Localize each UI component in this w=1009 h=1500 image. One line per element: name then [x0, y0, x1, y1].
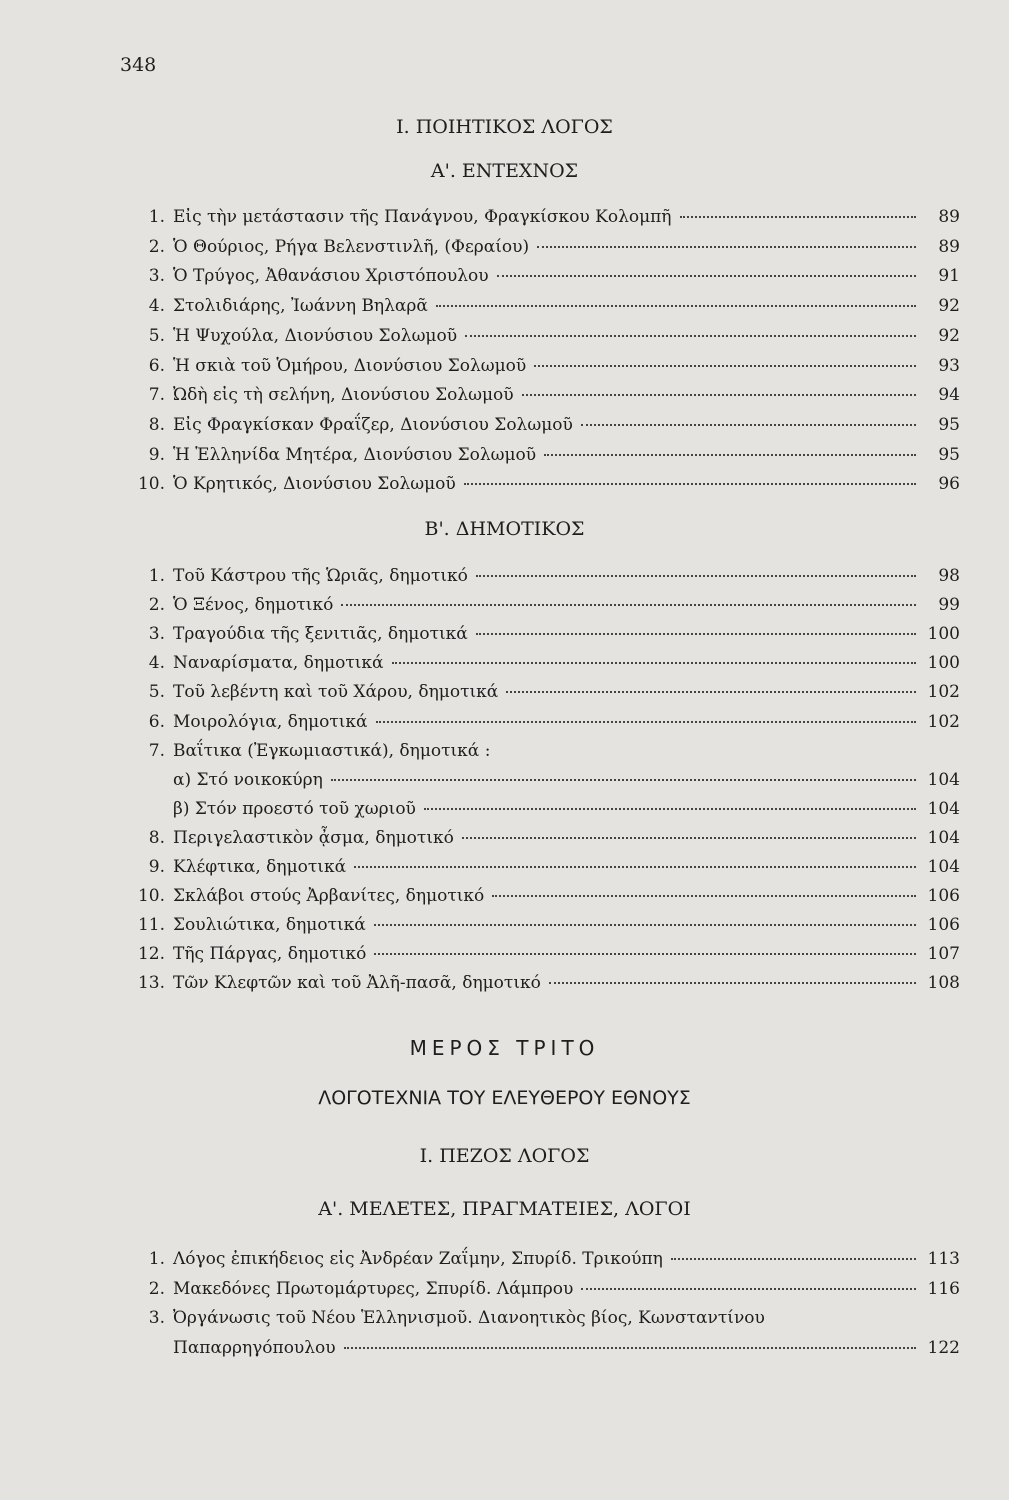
- entry-title: Στολιδιάρης, Ἰωάννη Βηλαρᾶ: [173, 296, 428, 317]
- dot-leader: [354, 856, 916, 868]
- dot-leader: [537, 236, 916, 248]
- entry-page: 89: [938, 236, 960, 257]
- subsection-heading-dimotikos: Β'. ΔΗΜΟΤΙΚΟΣ: [424, 518, 585, 540]
- dot-leader: [341, 594, 916, 606]
- entry-page: 98: [938, 566, 960, 586]
- entry-page: 108: [927, 973, 960, 994]
- entry-page: 104: [927, 857, 960, 877]
- entry-number: 13.: [137, 973, 165, 994]
- page-number: 348: [120, 54, 157, 76]
- entry-number: 8.: [148, 414, 165, 435]
- entry-title: Τοῦ λεβέντη καὶ τοῦ Χάρου, δημοτικά: [173, 682, 499, 703]
- toc-entry: [115, 769, 960, 791]
- entry-title: Ὠδὴ εἰς τὴ σελήνη, Διονύσιου Σολωμοῦ: [173, 385, 514, 406]
- entry-page: 106: [927, 915, 960, 936]
- entry-title: Ὁ Κρητικός, Διονύσιου Σολωμοῦ: [173, 474, 456, 495]
- entry-page: 93: [938, 355, 960, 376]
- entry-number: 5.: [148, 682, 165, 703]
- entry-title: Παπαρρηγόπουλου: [173, 1337, 336, 1358]
- entry-title: Εἰς τὴν μετάστασιν τῆς Πανάγνου, Φραγκίσκου Κολομπῆ: [173, 207, 672, 227]
- toc-entry: [115, 1278, 960, 1300]
- dot-leader: [549, 972, 916, 984]
- toc-entry: [115, 414, 960, 436]
- entry-page: 94: [938, 385, 960, 406]
- entry-title: Περιγελαστικὸν ᾆσμα, δημοτικό: [173, 827, 454, 848]
- entry-title: Βαΐτικα (Ἐγκωμιαστικά), δημοτικά :: [173, 740, 491, 761]
- entry-number: 9.: [148, 444, 165, 465]
- toc-entry: [115, 295, 960, 317]
- dot-leader: [680, 206, 917, 218]
- entry-number: 3.: [148, 1308, 165, 1328]
- dot-leader: [492, 885, 916, 897]
- toc-entry: [115, 594, 960, 616]
- entry-title: Ὁ Ξένος, δημοτικό: [173, 595, 334, 616]
- entry-page: 89: [938, 207, 960, 227]
- entry-page: 106: [927, 886, 960, 907]
- entry-title: Σκλάβοι στούς Ἀρβανίτες, δημοτικό: [173, 886, 485, 907]
- entry-title: β) Στόν προεστό τοῦ χωριοῦ: [173, 798, 416, 819]
- entry-page: 100: [927, 624, 960, 645]
- entry-title: Ἡ Ψυχούλα, Διονύσιου Σολωμοῦ: [173, 325, 458, 346]
- dot-leader: [344, 1337, 916, 1349]
- entry-title: Ὀργάνωσις τοῦ Νέου Ἑλληνισμοῦ. Διανοητικὸς βίος, Κωνσταντίνου: [173, 1308, 765, 1328]
- toc-entry: [115, 972, 960, 994]
- dot-leader: [497, 265, 916, 277]
- toc-entry: [115, 856, 960, 878]
- section-heading-prose: Ι. ΠΕΖΟΣ ΛΟΓΟΣ: [419, 1145, 590, 1167]
- entry-title: Κλέφτικα, δημοτικά: [173, 857, 347, 877]
- entry-page: 102: [927, 711, 960, 732]
- entry-page: 92: [938, 325, 960, 346]
- toc-entry: [115, 740, 960, 762]
- toc-entry: [115, 798, 960, 820]
- toc-entry: [115, 1307, 960, 1329]
- entry-number: 1.: [148, 207, 165, 227]
- entry-number: 4.: [148, 653, 165, 674]
- entry-number: 11.: [137, 915, 165, 936]
- entry-page: 113: [927, 1249, 960, 1269]
- entry-title: α) Στό νοικοκύρη: [173, 769, 323, 790]
- entry-page: 104: [927, 769, 960, 790]
- subsection-heading-entechnos: Α'. ΕΝΤΕΧΝΟΣ: [430, 160, 579, 182]
- entry-page: 92: [938, 296, 960, 317]
- entry-page: 102: [927, 682, 960, 703]
- entry-number: 9.: [148, 857, 165, 877]
- dot-leader: [506, 681, 916, 693]
- toc-entry: [115, 681, 960, 703]
- dot-leader: [424, 798, 916, 810]
- toc-entry: [115, 885, 960, 907]
- entry-number: [115, 1337, 173, 1359]
- entry-number: 4.: [148, 296, 165, 317]
- entry-page: 99: [938, 595, 960, 616]
- entry-page: 95: [938, 414, 960, 435]
- entry-number: 3.: [148, 624, 165, 645]
- entry-number: 2.: [148, 1278, 165, 1299]
- entry-number: 6.: [148, 711, 165, 732]
- entry-page: 95: [938, 444, 960, 465]
- entry-number: 8.: [148, 827, 165, 848]
- toc-entry: [115, 355, 960, 377]
- toc-entry: [115, 265, 960, 287]
- dot-leader: [331, 769, 916, 781]
- dot-leader: [476, 623, 916, 635]
- entry-number: 7.: [148, 740, 165, 761]
- dot-leader: [376, 711, 916, 723]
- dot-leader: [671, 1248, 916, 1260]
- dot-leader: [544, 444, 916, 456]
- toc-entry: [115, 565, 960, 587]
- entry-number: 12.: [137, 944, 165, 965]
- dot-leader: [374, 943, 916, 955]
- toc-entry: [115, 444, 960, 466]
- dot-leader: [534, 355, 916, 367]
- entry-title: Ὁ Θούριος, Ρήγα Βελενστινλῆ, (Φεραίου): [173, 236, 530, 257]
- dot-leader: [522, 384, 916, 396]
- toc-entry: [115, 711, 960, 733]
- entry-title: Ὁ Τρύγος, Ἀθανάσιου Χριστόπουλου: [173, 266, 489, 287]
- entry-title: Τοῦ Κάστρου τῆς Ὡριᾶς, δημοτικό: [173, 566, 468, 586]
- dot-leader: [392, 652, 916, 664]
- entry-number: 5.: [148, 325, 165, 346]
- entry-page: 116: [927, 1278, 960, 1299]
- entry-number: 6.: [148, 355, 165, 376]
- entry-number: [115, 798, 173, 820]
- dot-leader: [581, 414, 916, 426]
- entry-title: Τῶν Κλεφτῶν καὶ τοῦ Ἀλῆ-πασᾶ, δημοτικό: [173, 973, 541, 994]
- dot-leader: [436, 295, 916, 307]
- entry-title: Μοιρολόγια, δημοτικά: [173, 711, 368, 732]
- entry-page: 104: [927, 798, 960, 819]
- subsection-heading-meletes: Α'. ΜΕΛΕΤΕΣ, ΠΡΑΓΜΑΤΕΙΕΣ, ΛΟΓΟΙ: [318, 1198, 691, 1220]
- toc-entry: [115, 914, 960, 936]
- dot-leader: [374, 914, 916, 926]
- part-subtitle: ΛΟΓΟΤΕΧΝΙΑ ΤΟΥ ΕΛΕΥΘΕΡΟΥ ΕΘΝΟΥΣ: [318, 1087, 691, 1109]
- entry-number: 1.: [148, 1249, 165, 1269]
- entry-number: 3.: [148, 266, 165, 287]
- dot-leader: [476, 565, 916, 577]
- toc-entry: [115, 473, 960, 495]
- entry-title: Εἰς Φραγκίσκαν Φραΐζερ, Διονύσιου Σολωμοῦ: [173, 414, 573, 435]
- entry-page: 96: [938, 474, 960, 495]
- toc-entry: [115, 1248, 960, 1270]
- entry-title: Λόγος ἐπικήδειος εἰς Ἀνδρέαν Ζαΐμην, Σπυρίδ. Τρικούπη: [173, 1249, 663, 1269]
- entry-number: [115, 769, 173, 791]
- dot-leader: [581, 1278, 916, 1290]
- toc-entry: [115, 206, 960, 228]
- toc-entry: [115, 384, 960, 406]
- entry-title: Ναναρίσματα, δημοτικά: [173, 653, 384, 674]
- entry-page: 91: [938, 266, 960, 287]
- entry-page: 107: [927, 944, 960, 965]
- entry-title: Τῆς Πάργας, δημοτικό: [173, 944, 367, 965]
- toc-entry: [115, 1337, 960, 1359]
- entry-number: 2.: [148, 595, 165, 616]
- entry-number: 2.: [148, 236, 165, 257]
- entry-page: 104: [927, 827, 960, 848]
- toc-entry: [115, 652, 960, 674]
- entry-number: 7.: [148, 385, 165, 406]
- entry-number: 10.: [137, 886, 165, 907]
- entry-page: 100: [927, 653, 960, 674]
- entry-title: Τραγούδια τῆς ξενιτιᾶς, δημοτικά: [173, 624, 468, 645]
- entry-number: 10.: [137, 474, 165, 495]
- dot-leader: [464, 473, 916, 485]
- dot-leader: [462, 827, 916, 839]
- entry-title: Ἡ Ἑλληνίδα Μητέρα, Διονύσιου Σολωμοῦ: [173, 444, 537, 465]
- part-heading: ΜΕΡΟΣ ΤΡΙΤΟ: [409, 1036, 600, 1060]
- toc-entry: [115, 943, 960, 965]
- section-heading-poetic: Ι. ΠΟΙΗΤΙΚΟΣ ΛΟΓΟΣ: [396, 116, 613, 138]
- toc-entry: [115, 325, 960, 347]
- toc-entry: [115, 623, 960, 645]
- entry-page: 122: [927, 1337, 960, 1358]
- entry-number: 1.: [148, 566, 165, 586]
- entry-title: Σουλιώτικα, δημοτικά: [173, 915, 366, 936]
- entry-title: Ἡ σκιὰ τοῦ Ὁμήρου, Διονύσιου Σολωμοῦ: [173, 355, 527, 376]
- toc-entry: [115, 827, 960, 849]
- dot-leader: [465, 325, 916, 337]
- toc-entry: [115, 236, 960, 258]
- entry-title: Μακεδόνες Πρωτομάρτυρες, Σπυρίδ. Λάμπρου: [173, 1278, 574, 1299]
